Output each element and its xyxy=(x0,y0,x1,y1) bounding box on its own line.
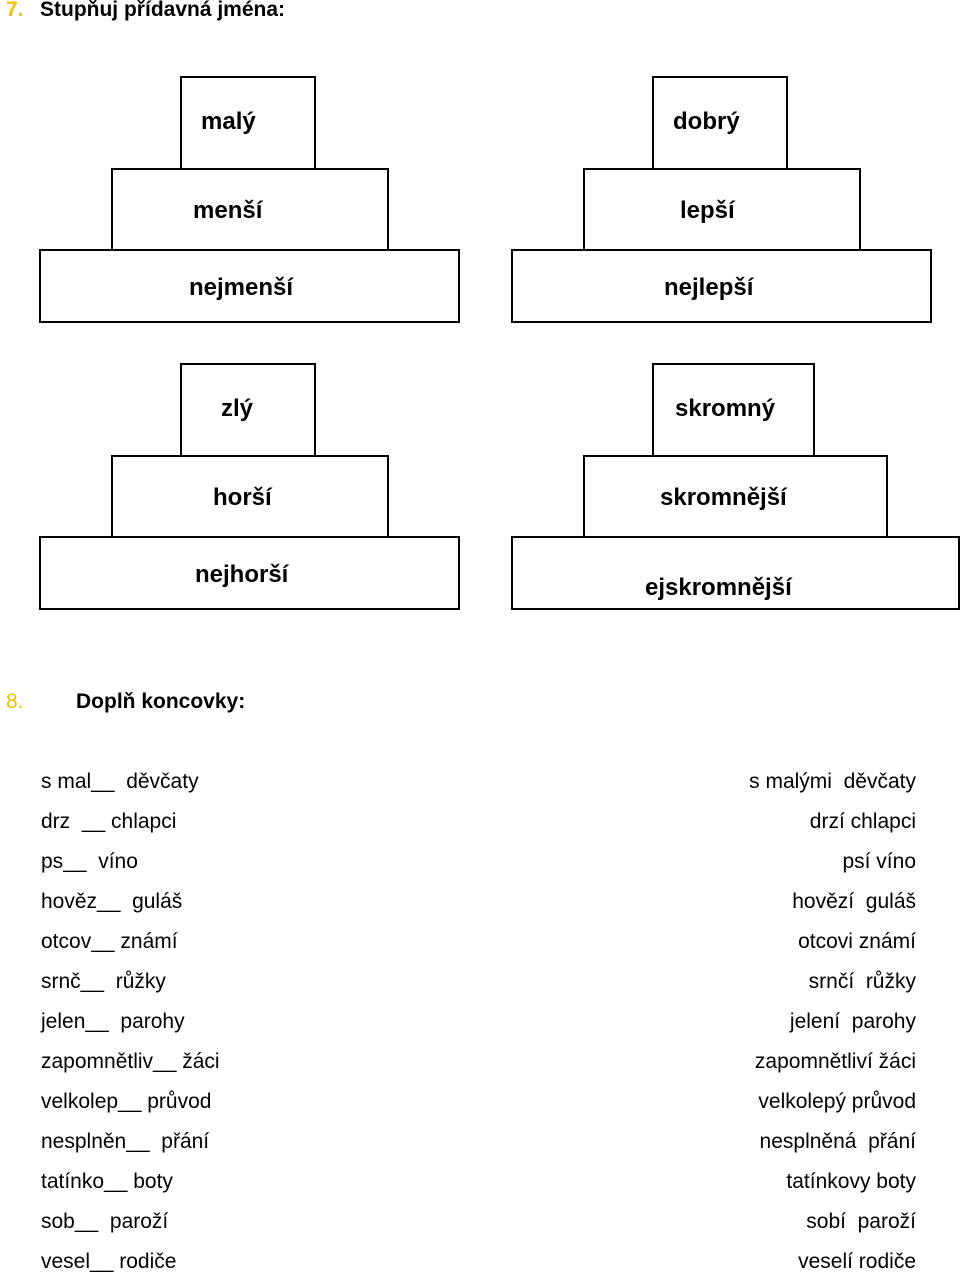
exercise-item-2: drz __ chlapci xyxy=(41,810,177,833)
answer-item-11: tatínkovy boty xyxy=(786,1170,916,1193)
pyramid-4-comparative: skromnější xyxy=(660,484,787,511)
pyramid-4-superlative: ejskromnější xyxy=(645,574,792,601)
answer-item-8: zapomnětliví žáci xyxy=(754,1050,916,1073)
pyramid-2-bottom-box xyxy=(511,249,932,323)
pyramid-1-middle-box xyxy=(111,168,389,251)
pyramid-3-middle-box xyxy=(111,455,389,538)
pyramid-4-top-box xyxy=(652,363,815,457)
answer-item-10: nesplněná přání xyxy=(759,1130,916,1153)
pyramid-1-top-box xyxy=(180,76,316,170)
pyramid-4-middle-box xyxy=(583,455,888,538)
pyramid-3-comparative: horší xyxy=(213,484,272,511)
pyramid-2-positive: dobrý xyxy=(673,108,740,135)
exercise-item-1: s mal__ děvčaty xyxy=(41,770,199,793)
pyramid-4-bottom-box xyxy=(511,536,960,610)
answer-item-3: psí víno xyxy=(842,850,916,873)
answer-item-13: veselí rodiče xyxy=(798,1250,916,1273)
pyramid-2-middle-box xyxy=(583,168,861,251)
answer-item-4: hovězí guláš xyxy=(792,890,916,913)
answer-item-12: sobí paroží xyxy=(806,1210,916,1233)
pyramid-2-superlative: nejlepší xyxy=(664,274,754,301)
pyramid-3-bottom-box xyxy=(39,536,460,610)
exercise-item-8: zapomnětliv__ žáci xyxy=(41,1050,220,1073)
answer-item-7: jelení parohy xyxy=(789,1010,916,1033)
pyramid-3-superlative: nejhorší xyxy=(195,561,289,588)
pyramid-3-top-box xyxy=(180,363,316,457)
exercise-item-3: ps__ víno xyxy=(41,850,138,873)
pyramid-1-superlative: nejmenší xyxy=(189,274,294,301)
section-7-number: 7. xyxy=(6,0,24,21)
exercise-item-9: velkolep__ průvod xyxy=(41,1090,212,1113)
section-8-heading xyxy=(6,690,246,714)
pyramid-2-comparative: lepší xyxy=(680,197,735,224)
exercise-item-7: jelen__ parohy xyxy=(41,1010,185,1033)
pyramid-3-positive: zlý xyxy=(221,395,254,422)
exercise-item-12: sob__ paroží xyxy=(41,1210,169,1233)
section-8-number: 8. xyxy=(6,690,24,713)
answer-item-9: velkolepý průvod xyxy=(758,1090,916,1113)
answer-item-5: otcovi známí xyxy=(798,930,916,953)
section-7-heading xyxy=(6,0,286,22)
exercise-item-11: tatínko__ boty xyxy=(41,1170,173,1193)
pyramid-1-positive: malý xyxy=(201,108,256,135)
answer-item-2: drzí chlapci xyxy=(809,810,916,833)
section-7-title: Stupňuj přídavná jména: xyxy=(40,0,286,21)
exercise-item-5: otcov__ známí xyxy=(41,930,178,953)
pyramid-1-comparative: menší xyxy=(193,197,263,224)
exercise-item-13: vesel__ rodiče xyxy=(41,1250,177,1273)
answer-item-6: srnčí růžky xyxy=(808,970,916,993)
answer-item-1: s malými děvčaty xyxy=(749,770,916,793)
pyramid-1-bottom-box xyxy=(39,249,460,323)
section-8-title: Doplň koncovky: xyxy=(76,690,246,713)
pyramid-2-top-box xyxy=(652,76,788,170)
exercise-item-4: hověz__ guláš xyxy=(41,890,183,913)
exercise-item-6: srnč__ růžky xyxy=(41,970,166,993)
pyramid-4-positive: skromný xyxy=(675,395,776,422)
exercise-item-10: nesplněn__ přání xyxy=(41,1130,210,1153)
